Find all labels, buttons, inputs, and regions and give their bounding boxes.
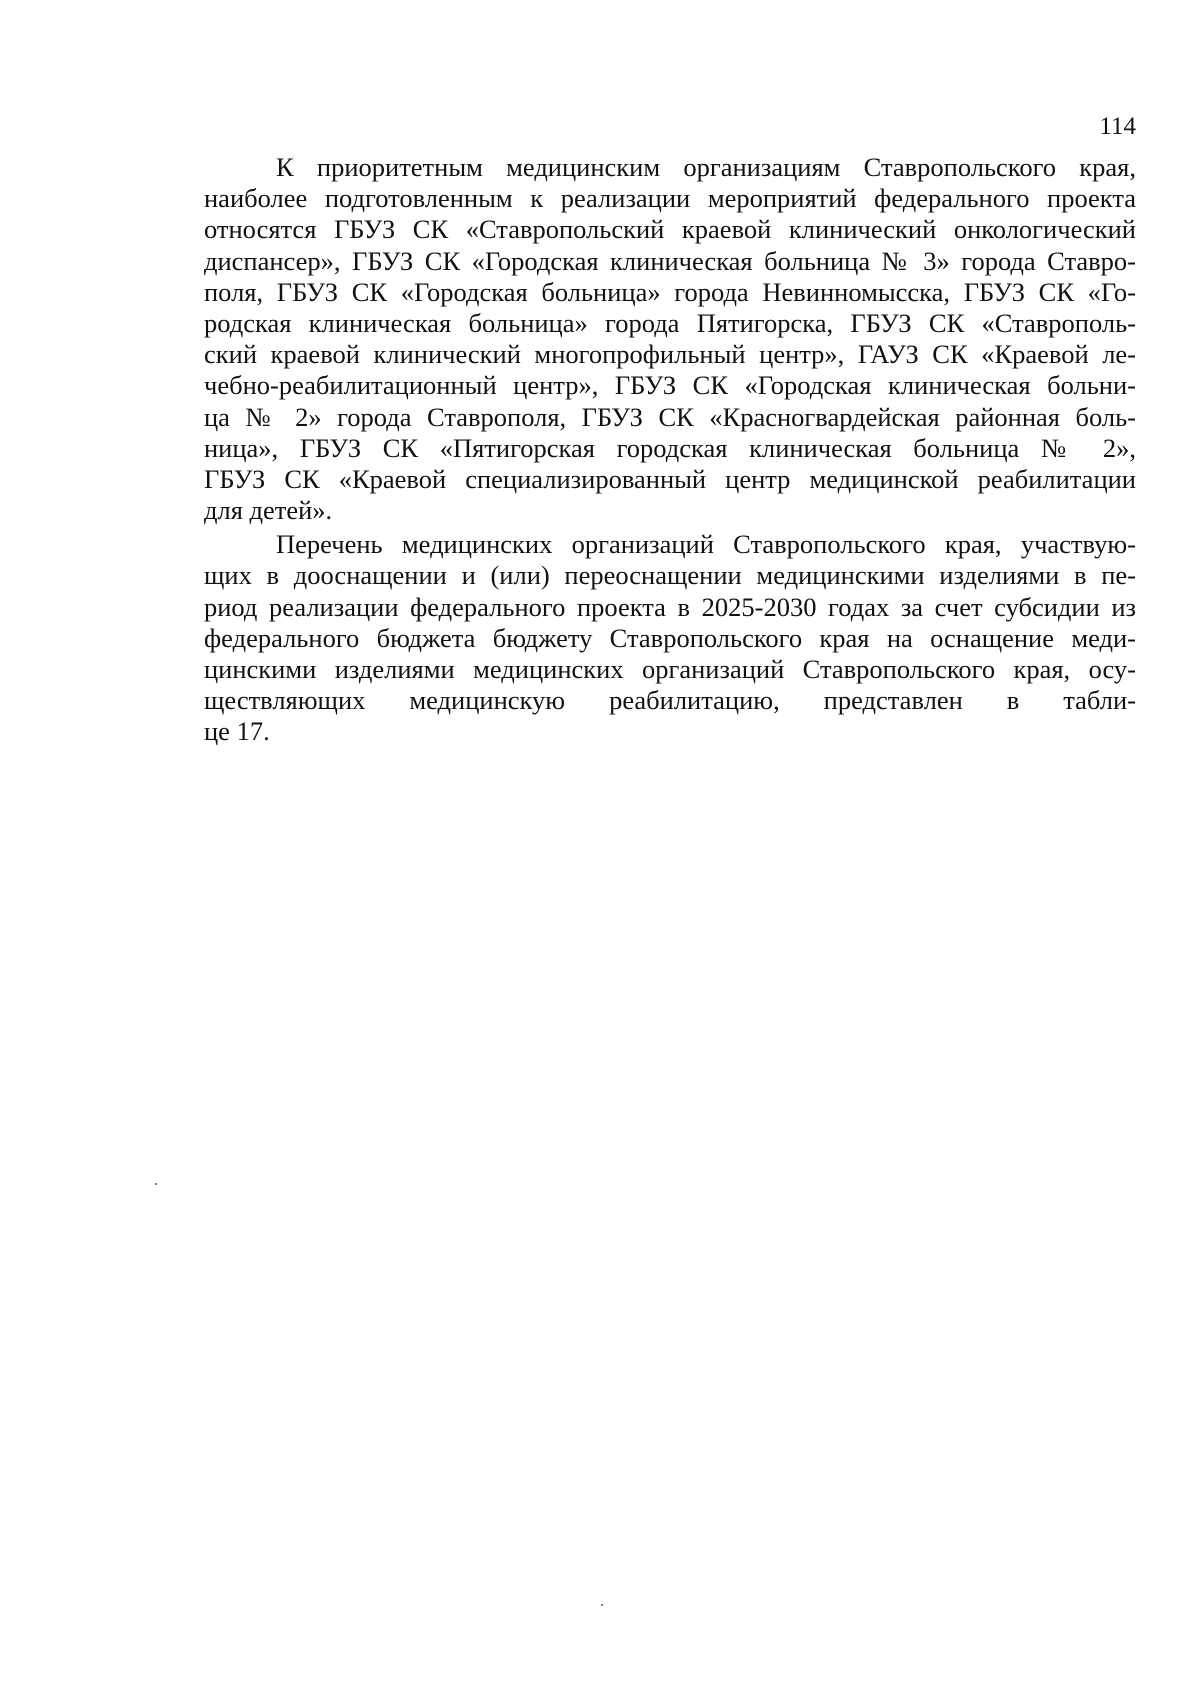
text-line: ществляющих медицинскую реабилитацию, представлен в табли-: [204, 685, 1136, 716]
text-line: ца № 2» города Ставрополя, ГБУЗ СК «Красногвардейская районная боль-: [204, 401, 1136, 432]
text-line: ница», ГБУЗ СК «Пятигорская городская клиническая больница № 2»,: [204, 432, 1136, 463]
text-line: чебно-реабилитационный центр», ГБУЗ СК «Городская клиническая больни-: [204, 370, 1136, 401]
text-line: ГБУЗ СК «Краевой специализированный центр медицинской реабилитации: [204, 463, 1136, 494]
text-line: цинскими изделиями медицинских организаций Ставропольского края, осу-: [204, 654, 1136, 684]
text-line: диспансер», ГБУЗ СК «Городская клиническая больница № 3» города Ставро-: [204, 245, 1136, 276]
text-line: для детей».: [204, 495, 333, 526]
text-line: ский краевой клинический многопрофильный центр», ГАУЗ СК «Краевой ле-: [204, 339, 1136, 370]
text-line: родская клиническая больница» города Пятигорска, ГБУЗ СК «Ставрополь-: [204, 307, 1136, 338]
body-text: [204, 152, 1136, 748]
text-line: поля, ГБУЗ СК «Городская больница» города Невинномысска, ГБУЗ СК «Го-: [204, 276, 1136, 307]
paragraph-priority-organizations: [204, 152, 1136, 526]
scan-speck: [601, 1604, 603, 1606]
text-line: относятся ГБУЗ СК «Ставропольский краевой клинический онкологический: [204, 214, 1136, 245]
paragraph-organizations-list-reference: [204, 529, 1136, 747]
text-line: наиболее подготовленным к реализации мероприятий федерального проекта: [204, 183, 1136, 214]
text-line: це 17.: [204, 716, 270, 747]
text-line: федерального бюджета бюджету Ставропольского края на оснащение меди-: [204, 622, 1136, 653]
page-number: 114: [1099, 113, 1136, 140]
text-line: Перечень медицинских организаций Ставропольского края, участвую-: [276, 529, 1136, 560]
text-line: щих в дооснащении и (или) переоснащении медицинскими изделиями в пе-: [204, 560, 1136, 591]
scan-speck: [155, 1183, 157, 1185]
text-line: риод реализации федерального проекта в 2025-2030 годах за счет субсидии из: [204, 591, 1136, 622]
text-line: К приоритетным медицинским организациям Ставропольского края,: [276, 152, 1136, 182]
